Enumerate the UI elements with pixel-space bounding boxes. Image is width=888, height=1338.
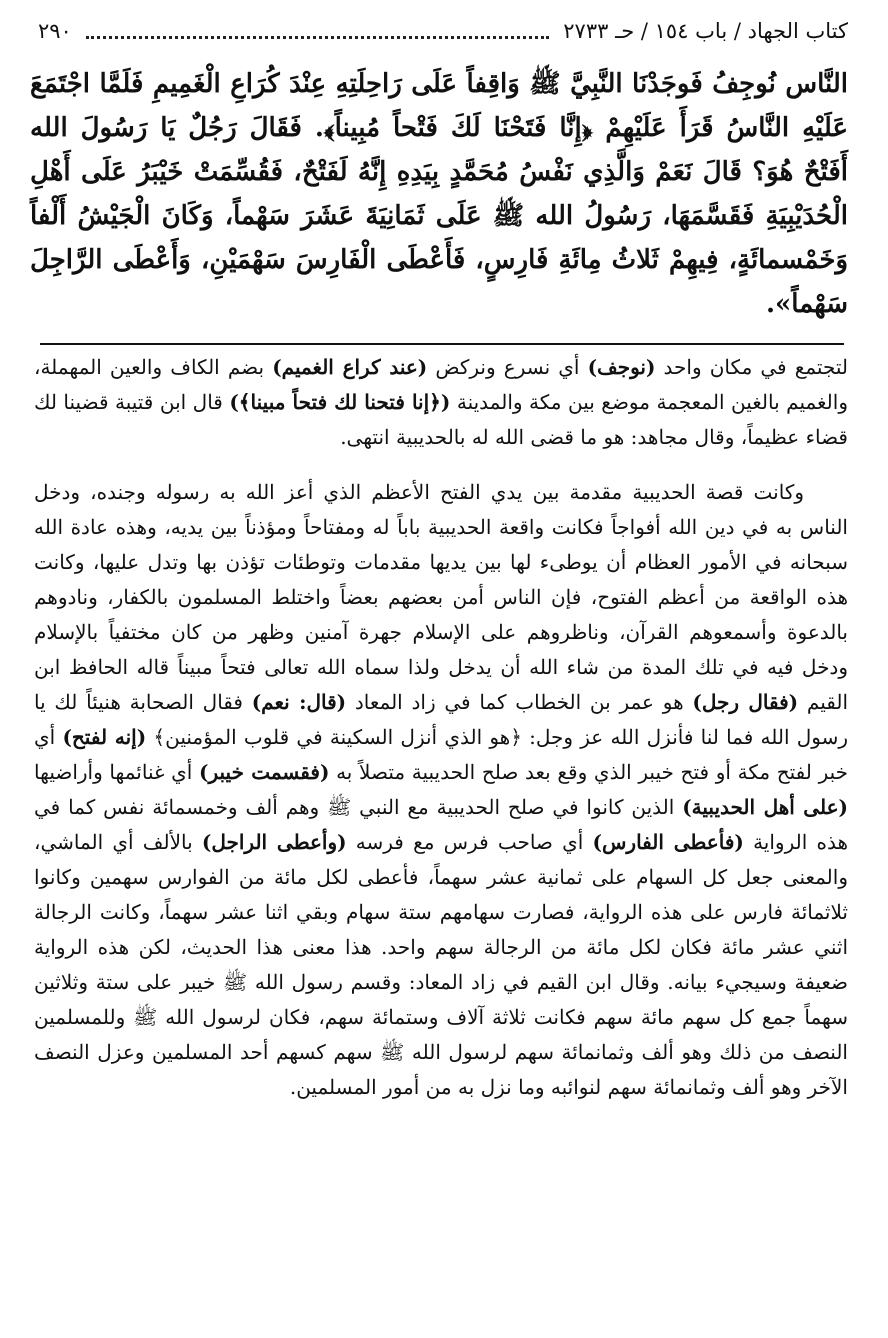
commentary-text: الذين كانوا في صلح الحديبية مع النبي ﷺ وهم ألف وخمسمائة نفس كما في هذه الرواية [34, 795, 848, 854]
quoted-term: (قال: نعم) [251, 690, 347, 714]
commentary-paragraph-2 [34, 475, 848, 1105]
quoted-term: (وأعطى الراجل) [201, 830, 347, 854]
header-dotted-rule [86, 36, 549, 39]
quoted-term: (نوجف) [587, 355, 656, 379]
commentary-text: أي نسرع ونركض [427, 355, 588, 379]
commentary-text: لتجتمع في مكان واحد [655, 355, 849, 379]
commentary-text: هو عمر بن الخطاب كما في زاد المعاد [346, 690, 693, 714]
quoted-term: (عند كراع الغميم) [272, 355, 428, 379]
quoted-term: (فقال رجل) [692, 690, 799, 714]
commentary-text: بالألف أي الماشي، والمعنى جعل كل السهام على ثمانية عشر سهماً، فأعطى لكل مائة من الفوارس سهمين وكانوا ثلاثمائة فارس على هذه الرواية، فصارت سهامهم ستة سهام وبقي اثنا عشر سهماً، وكانت الرجالة اثني عشر مائة فكان لكل مائة من الرجالة سهم واحد. هذا معنى هذا الحديث، لكن هذه الرواية ضعيفة وسيجيء بيانه. وقال ابن القيم في زاد المعاد: وقسم رسول الله ﷺ خيبر على ستة وثلاثين سهماً جمع كل سهم مائة سهم فكانت ثلاثة آلاف وستمائة سهم، فكان لرسول الله ﷺ وللمسلمين النصف من ذلك وهو ألف وثمانمائة سهم لرسول الله ﷺ سهم كسهم أحد المسلمين وعزل النصف الآخر وهو ألف وثمانمائة سهم لنوائبه وما نزل به من أمور المسلمين. [34, 830, 848, 1099]
quoted-term: (إنه لفتح) [62, 725, 147, 749]
hadith-text: النَّاس نُوجِفُ فَوجَدْنَا النَّبِيَّ ﷺ وَاقِفاً عَلَى رَاحِلَتِهِ عِنْدَ كُرَاعِ الْغَمِيمِ فَلَمَّا اجْتَمَعَ عَلَيْهِ النَّاسُ قَرَأَ عَلَيْهِمْ ﴿إِنَّا فَتَحْنَا لَكَ فَتْحاً مُبِيناً﴾. فَقَالَ رَجُلٌ يَا رَسُولَ الله أَفَتْحٌ هُوَ؟ قَالَ نَعَمْ وَالَّذِي نَفْسُ مُحَمَّدٍ بِيَدِهِ إِنَّهُ لَفَتْحٌ، فَقُسِّمَتْ خَيْبَرُ عَلَى أَهْلِ الْحُدَيْبِيَةِ فَقَسَّمَهَا، رَسُولُ الله ﷺ عَلَى ثَمَانِيَةَ عَشَرَ سَهْماً، وَكَانَ الْجَيْشُ أَلْفاً وَخَمْسمائَةٍ، فِيهِمْ ثَلاثُ مِائَةِ فَارِسٍ، فَأَعْطَى الْفَارِسَ سَهْمَيْنِ، وَأَعْطَى الرَّاجِلَ سَهْماً». [30, 69, 848, 319]
commentary-text: أي خبر لفتح مكة أو فتح خيبر الذي وقع بعد صلح الحديبية متصلاً به [34, 725, 848, 784]
quoted-term: (فأعطى الفارس) [592, 830, 744, 854]
page-header [38, 14, 848, 48]
commentary-text: وكانت قصة الحديبية مقدمة بين يدي الفتح الأعظم الذي أعز الله به رسوله وجنده، ودخل الناس به في دين الله أفواجاً فكانت واقعة الحديبية باباً له ومفتاحاً ومؤذناً بين يديه، وهذه عادة الله سبحانه في الأمور العظام أن يوطىء لها بين يديها مقدمات وتوطئات تؤذن بها وتدل عليها، وكانت هذه الواقعة من أعظم الفتوح، فإن الناس أمن بعضهم بعضاً واختلط المسلمون بالكفار، ونادوهم بالدعوة وأسمعوهم القرآن، وناظروهم على الإسلام جهرة آمنين وظهر من كان مختفياً بالإسلام ودخل فيه في تلك المدة من شاء الله أن يدخل ولذا سماه الله تعالى فتحاً مبيناً قاله الحافظ ابن القيم [34, 480, 849, 714]
footnote-separator [40, 343, 844, 345]
commentary-text: فقال الصحابة هنيئاً لك يا رسول الله فما لنا فأنزل الله عز وجل: ﴿هو الذي أنزل السكينة في قلوب المؤمنين﴾ [34, 690, 849, 749]
quoted-term: (على أهل الحديبية) [682, 795, 848, 819]
commentary [34, 350, 848, 1105]
commentary-text: أي صاحب فرس مع فرسه [346, 830, 593, 854]
commentary-text: قال ابن قتيبة قضينا لك قضاء عظيماً، وقال مجاهد: هو ما قضى الله له بالحديبية انتهى. [34, 390, 848, 449]
quoted-term: (﴿إنا فتحنا لك فتحاً مبينا﴾) [229, 390, 451, 414]
commentary-paragraph-1 [34, 350, 848, 455]
page-number: ٢٩٠ [38, 19, 72, 43]
running-title: كتاب الجهاد / باب ١٥٤ / حـ ٢٧٣٣ [563, 19, 848, 43]
commentary-text: أي غنائمها وأراضيها [34, 760, 200, 784]
commentary-text: بضم الكاف والعين المهملة، والغميم بالغين المعجمة موضع بين مكة والمدينة [34, 355, 848, 414]
quoted-term: (فقسمت خيبر) [199, 760, 330, 784]
